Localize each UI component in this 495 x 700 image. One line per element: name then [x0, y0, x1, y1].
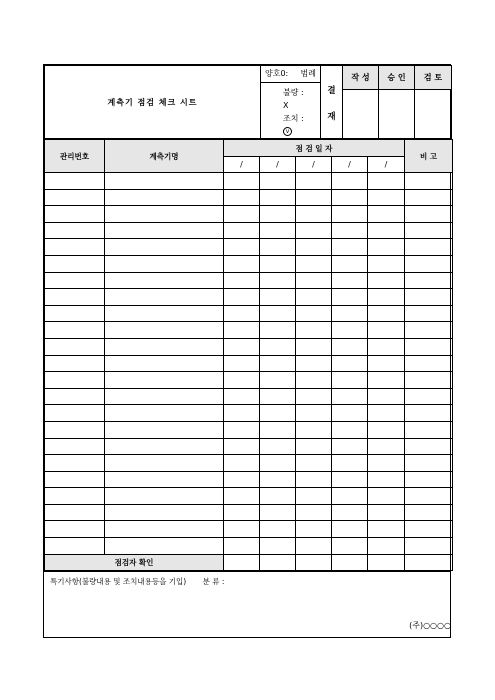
grid-cell[interactable]	[368, 438, 405, 455]
grid-cell[interactable]	[332, 189, 368, 206]
grid-cell[interactable]	[105, 421, 224, 438]
grid-cell[interactable]	[45, 338, 105, 355]
grid-cell[interactable]	[332, 255, 368, 272]
grid-cell[interactable]	[368, 421, 405, 438]
grid-cell[interactable]	[224, 538, 260, 555]
grid-cell[interactable]	[260, 289, 296, 306]
grid-cell[interactable]	[260, 206, 296, 223]
grid-cell[interactable]	[368, 504, 405, 521]
confirm-cell-3[interactable]	[296, 554, 332, 571]
confirm-cell-note[interactable]	[405, 554, 453, 571]
grid-cell[interactable]	[405, 388, 453, 405]
grid-cell[interactable]	[405, 272, 453, 289]
date-slash-1[interactable]: /	[224, 157, 260, 173]
grid-cell[interactable]	[260, 189, 296, 206]
grid-cell[interactable]	[405, 521, 453, 538]
grid-cell[interactable]	[260, 255, 296, 272]
grid-cell[interactable]	[332, 372, 368, 389]
table-row	[45, 471, 453, 488]
sheet-header	[44, 65, 452, 139]
grid-cell[interactable]	[368, 322, 405, 339]
grid-cell[interactable]	[296, 504, 332, 521]
grid-cell[interactable]	[45, 239, 105, 256]
grid-cell[interactable]	[332, 222, 368, 239]
grid-cell[interactable]	[260, 355, 296, 372]
grid-cell[interactable]	[368, 455, 405, 472]
grid-cell[interactable]	[368, 173, 405, 190]
grid-cell[interactable]	[296, 272, 332, 289]
grid-cell[interactable]	[45, 189, 105, 206]
table-row	[45, 521, 453, 538]
table-row	[45, 239, 453, 256]
grid-cell[interactable]	[224, 322, 260, 339]
grid-cell[interactable]	[368, 305, 405, 322]
grid-cell[interactable]	[405, 338, 453, 355]
grid-cell[interactable]	[405, 222, 453, 239]
grid-cell[interactable]	[260, 471, 296, 488]
grid-cell[interactable]	[368, 222, 405, 239]
grid-cell[interactable]	[405, 173, 453, 190]
grid-cell[interactable]	[296, 538, 332, 555]
grid-cell[interactable]	[368, 488, 405, 505]
grid-cell[interactable]	[105, 289, 224, 306]
grid-cell[interactable]	[45, 504, 105, 521]
sign-box-approve[interactable]	[379, 90, 415, 139]
grid-cell[interactable]	[105, 338, 224, 355]
grid-cell[interactable]	[368, 338, 405, 355]
grid-cell[interactable]	[332, 206, 368, 223]
grid-cell[interactable]	[45, 222, 105, 239]
grid-cell[interactable]	[105, 405, 224, 422]
grid-cell[interactable]	[260, 173, 296, 190]
legend-box	[261, 66, 321, 139]
date-slash-4[interactable]: /	[332, 157, 368, 173]
grid-cell[interactable]	[45, 322, 105, 339]
grid-cell[interactable]	[405, 438, 453, 455]
grid-cell[interactable]	[105, 173, 224, 190]
grid-cell[interactable]	[260, 272, 296, 289]
confirm-cell-5[interactable]	[368, 554, 405, 571]
grid-cell[interactable]	[405, 289, 453, 306]
sign-head-write: 작 성	[343, 66, 379, 90]
grid-cell[interactable]	[368, 471, 405, 488]
table-row	[45, 405, 453, 422]
grid-cell[interactable]	[260, 372, 296, 389]
grid-cell[interactable]	[405, 372, 453, 389]
grid-cell[interactable]	[45, 305, 105, 322]
grid-cell[interactable]	[45, 438, 105, 455]
grid-cell[interactable]	[296, 173, 332, 190]
grid-cell[interactable]	[105, 372, 224, 389]
grid-cell[interactable]	[296, 305, 332, 322]
grid-cell[interactable]	[45, 488, 105, 505]
grid-cell[interactable]	[405, 322, 453, 339]
grid-cell[interactable]	[105, 471, 224, 488]
grid-cell[interactable]	[224, 471, 260, 488]
grid-cell[interactable]	[296, 455, 332, 472]
grid-cell[interactable]	[105, 355, 224, 372]
grid-cell[interactable]	[405, 471, 453, 488]
sheet-title: 계측기 점검 체크 시트	[45, 66, 261, 139]
grid-cell[interactable]	[260, 338, 296, 355]
grid-cell[interactable]	[332, 338, 368, 355]
grid-cell[interactable]	[260, 488, 296, 505]
grid-cell[interactable]	[296, 338, 332, 355]
grid-cell[interactable]	[368, 355, 405, 372]
grid-cell[interactable]	[45, 421, 105, 438]
grid-cell[interactable]	[332, 455, 368, 472]
grid-cell[interactable]	[260, 438, 296, 455]
grid-cell[interactable]	[105, 255, 224, 272]
grid-cell[interactable]	[332, 471, 368, 488]
grid-cell[interactable]	[332, 322, 368, 339]
grid-cell[interactable]	[332, 272, 368, 289]
grid-cell[interactable]	[296, 421, 332, 438]
grid-cell[interactable]	[224, 455, 260, 472]
remarks-label: 특기사항(불량내용 및 조치내용등을 기입)	[50, 577, 187, 587]
grid-cell[interactable]	[296, 521, 332, 538]
grid-cell[interactable]	[224, 222, 260, 239]
grid-cell[interactable]	[332, 504, 368, 521]
legend-good: 양호0:	[265, 69, 289, 78]
grid-cell[interactable]	[224, 488, 260, 505]
grid-cell[interactable]	[332, 521, 368, 538]
grid-cell[interactable]	[45, 272, 105, 289]
grid-cell[interactable]	[296, 405, 332, 422]
class-label: 분 류 :	[202, 577, 225, 587]
grid-cell[interactable]	[224, 405, 260, 422]
table-row	[45, 438, 453, 455]
table-row	[45, 538, 453, 555]
confirm-cell-1[interactable]	[224, 554, 260, 571]
grid-cell[interactable]	[296, 189, 332, 206]
grid-cell[interactable]	[260, 538, 296, 555]
sign-head-review: 검 토	[415, 66, 452, 90]
table-row	[45, 504, 453, 521]
table-row	[45, 189, 453, 206]
confirm-cell-4[interactable]	[332, 554, 368, 571]
sign-head-approve: 승 인	[379, 66, 415, 90]
company-name: (주)○○○○	[409, 621, 451, 630]
table-row	[45, 173, 453, 190]
grid-cell[interactable]	[296, 289, 332, 306]
inspection-grid	[44, 139, 453, 571]
grid-cell[interactable]	[105, 504, 224, 521]
grid-cell[interactable]	[45, 538, 105, 555]
table-row	[45, 372, 453, 389]
grid-cell[interactable]	[105, 538, 224, 555]
grid-cell[interactable]	[296, 239, 332, 256]
grid-cell[interactable]	[45, 355, 105, 372]
inspector-confirm-label: 점검자 확인	[45, 554, 224, 571]
grid-cell[interactable]	[405, 421, 453, 438]
table-row	[45, 255, 453, 272]
grid-cell[interactable]	[224, 173, 260, 190]
table-row	[45, 272, 453, 289]
grid-cell[interactable]	[405, 355, 453, 372]
grid-cell[interactable]	[296, 322, 332, 339]
grid-cell[interactable]	[224, 206, 260, 223]
grid-cell[interactable]	[296, 471, 332, 488]
grid-cell[interactable]	[296, 255, 332, 272]
grid-cell[interactable]	[368, 239, 405, 256]
date-slash-5[interactable]: /	[368, 157, 405, 173]
grid-cell[interactable]	[368, 206, 405, 223]
grid-cell[interactable]	[105, 388, 224, 405]
grid-cell[interactable]	[260, 239, 296, 256]
table-row	[45, 222, 453, 239]
grid-cell[interactable]	[368, 388, 405, 405]
grid-cell[interactable]	[332, 538, 368, 555]
grid-cell[interactable]	[224, 255, 260, 272]
table-row	[45, 322, 453, 339]
grid-body	[45, 173, 453, 555]
grid-cell[interactable]	[368, 372, 405, 389]
grid-cell[interactable]	[224, 338, 260, 355]
grid-cell[interactable]	[296, 438, 332, 455]
table-row	[45, 305, 453, 322]
check-sheet	[43, 64, 451, 638]
grid-cell[interactable]	[332, 421, 368, 438]
grid-cell[interactable]	[260, 421, 296, 438]
grid-cell[interactable]	[405, 305, 453, 322]
grid-cell[interactable]	[332, 438, 368, 455]
legend-bad: 불량 : X	[283, 88, 304, 110]
grid-cell[interactable]	[332, 488, 368, 505]
grid-cell[interactable]	[296, 488, 332, 505]
grid-cell[interactable]	[45, 372, 105, 389]
grid-cell[interactable]	[45, 405, 105, 422]
grid-cell[interactable]	[105, 305, 224, 322]
grid-cell[interactable]	[224, 189, 260, 206]
col-header-note: 비 고	[405, 140, 453, 173]
grid-cell[interactable]	[45, 206, 105, 223]
table-row	[45, 488, 453, 505]
grid-cell[interactable]	[368, 405, 405, 422]
grid-cell[interactable]	[105, 222, 224, 239]
col-header-name: 계측기명	[105, 140, 224, 173]
grid-cell[interactable]	[224, 438, 260, 455]
grid-cell[interactable]	[405, 488, 453, 505]
approval-char-2: 재	[327, 112, 336, 122]
grid-cell[interactable]	[45, 173, 105, 190]
table-row	[45, 455, 453, 472]
grid-cell[interactable]	[105, 438, 224, 455]
grid-cell[interactable]	[260, 521, 296, 538]
grid-cell[interactable]	[224, 239, 260, 256]
sign-box-write[interactable]	[343, 90, 379, 139]
approval-char-1: 결	[327, 86, 336, 96]
grid-cell[interactable]	[368, 538, 405, 555]
grid-cell[interactable]	[224, 305, 260, 322]
grid-cell[interactable]	[105, 488, 224, 505]
grid-cell[interactable]	[224, 355, 260, 372]
approval-label	[321, 66, 343, 139]
grid-cell[interactable]	[332, 305, 368, 322]
grid-cell[interactable]	[105, 322, 224, 339]
grid-cell[interactable]	[45, 521, 105, 538]
grid-cell[interactable]	[260, 222, 296, 239]
table-row	[45, 355, 453, 372]
table-row	[45, 289, 453, 306]
grid-cell[interactable]	[45, 289, 105, 306]
grid-cell[interactable]	[405, 455, 453, 472]
legend-label: 범례	[300, 69, 316, 78]
table-row	[45, 421, 453, 438]
legend-action-prefix: 조치 :	[283, 114, 304, 123]
grid-cell[interactable]	[296, 372, 332, 389]
grid-cell[interactable]	[224, 272, 260, 289]
grid-cell[interactable]	[332, 173, 368, 190]
grid-cell[interactable]	[296, 206, 332, 223]
grid-cell[interactable]	[405, 239, 453, 256]
col-header-dates: 점 검 일 자	[224, 140, 405, 157]
grid-cell[interactable]	[105, 239, 224, 256]
grid-cell[interactable]	[105, 521, 224, 538]
grid-cell[interactable]	[368, 289, 405, 306]
grid-cell[interactable]	[45, 255, 105, 272]
grid-cell[interactable]	[224, 521, 260, 538]
table-row	[45, 206, 453, 223]
grid-cell[interactable]	[224, 388, 260, 405]
remarks-box[interactable]	[44, 571, 450, 637]
legend-top	[261, 66, 320, 83]
sign-box-review[interactable]	[415, 90, 452, 139]
grid-cell[interactable]	[105, 189, 224, 206]
grid-cell[interactable]	[296, 355, 332, 372]
grid-cell[interactable]	[224, 289, 260, 306]
grid-cell[interactable]	[332, 405, 368, 422]
grid-cell[interactable]	[368, 272, 405, 289]
grid-cell[interactable]	[405, 504, 453, 521]
grid-cell[interactable]	[405, 206, 453, 223]
grid-cell[interactable]	[45, 455, 105, 472]
grid-cell[interactable]	[224, 504, 260, 521]
grid-cell[interactable]	[368, 521, 405, 538]
grid-cell[interactable]	[45, 388, 105, 405]
grid-cell[interactable]	[105, 455, 224, 472]
grid-cell[interactable]	[224, 421, 260, 438]
grid-cell[interactable]	[260, 322, 296, 339]
grid-cell[interactable]	[260, 305, 296, 322]
legend-action	[283, 112, 310, 138]
grid-cell[interactable]	[105, 272, 224, 289]
grid-cell[interactable]	[405, 405, 453, 422]
grid-cell[interactable]	[105, 206, 224, 223]
grid-cell[interactable]	[332, 239, 368, 256]
circle-v-icon: v	[283, 127, 292, 136]
grid-cell[interactable]	[260, 455, 296, 472]
grid-cell[interactable]	[405, 189, 453, 206]
col-header-id: 관리번호	[45, 140, 105, 173]
table-row	[45, 338, 453, 355]
grid-cell[interactable]	[368, 255, 405, 272]
grid-cell[interactable]	[296, 388, 332, 405]
grid-cell[interactable]	[405, 255, 453, 272]
legend-bottom	[261, 83, 320, 138]
grid-cell[interactable]	[260, 388, 296, 405]
grid-cell[interactable]	[260, 504, 296, 521]
grid-cell[interactable]	[260, 405, 296, 422]
table-row	[45, 388, 453, 405]
grid-cell[interactable]	[224, 372, 260, 389]
grid-cell[interactable]	[332, 289, 368, 306]
grid-cell[interactable]	[332, 388, 368, 405]
date-slash-2[interactable]: /	[260, 157, 296, 173]
grid-cell[interactable]	[405, 538, 453, 555]
grid-cell[interactable]	[45, 471, 105, 488]
grid-cell[interactable]	[368, 189, 405, 206]
date-slash-3[interactable]: /	[296, 157, 332, 173]
confirm-cell-2[interactable]	[260, 554, 296, 571]
grid-cell[interactable]	[296, 222, 332, 239]
grid-cell[interactable]	[332, 355, 368, 372]
